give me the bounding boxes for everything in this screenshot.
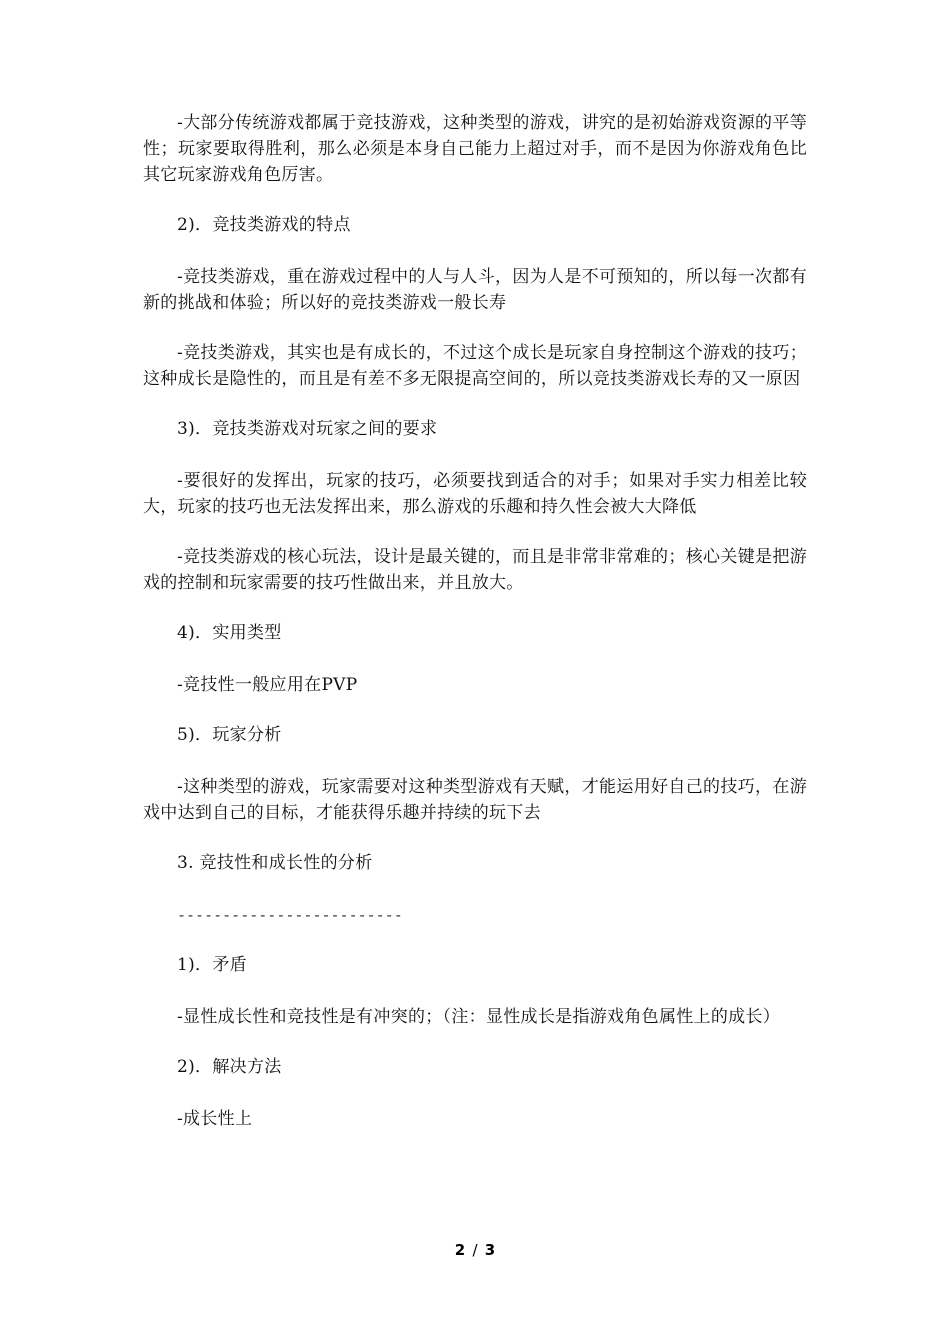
page-number (0, 1241, 950, 1259)
paragraph: -竞技类游戏，重在游戏过程中的人与人斗，因为人是不可预知的，所以每一次都有新的挑战和体验；所以好的竞技类游戏一般长寿 (143, 267, 807, 313)
section-heading: 2)．解决方法 (177, 1057, 282, 1077)
paragraph: -竞技类游戏，其实也是有成长的，不过这个成长是玩家自身控制这个游戏的技巧；这种成长是隐性的，而且是有差不多无限提高空间的，所以竞技类游戏长寿的又一原因 (143, 343, 807, 389)
dashed-separator: ------------------------- (177, 906, 403, 924)
section-heading: 5)．玩家分析 (177, 725, 282, 745)
section-heading: 3)．竞技类游戏对玩家之间的要求 (177, 419, 438, 439)
section-heading: 3. 竞技性和成长性的分析 (177, 853, 373, 873)
paragraph: -成长性上 (177, 1109, 253, 1129)
total-pages-number: 3 (484, 1241, 496, 1259)
paragraph: -显性成长性和竞技性是有冲突的；（注：显性成长是指游戏角色属性上的成长） (177, 1007, 781, 1027)
paragraph: -大部分传统游戏都属于竞技游戏，这种类型的游戏，讲究的是初始游戏资源的平等性；玩家要取得胜利，那么必须是本身自己能力上超过对手，而不是因为你游戏角色比其它玩家游戏角色厉害。 (143, 113, 807, 185)
current-page-number: 2 (454, 1241, 466, 1259)
page-number-separator: / (472, 1241, 478, 1259)
section-heading: 4)．实用类型 (177, 623, 282, 643)
section-heading: 2)．竞技类游戏的特点 (177, 215, 351, 235)
document-body (143, 110, 807, 1156)
paragraph: -这种类型的游戏，玩家需要对这种类型游戏有天赋，才能运用好自己的技巧，在游戏中达到自己的目标，才能获得乐趣并持续的玩下去 (143, 777, 807, 823)
paragraph: -竞技类游戏的核心玩法，设计是最关键的，而且是非常非常难的；核心关键是把游戏的控制和玩家需要的技巧性做出来，并且放大。 (143, 547, 807, 593)
section-heading: 1)．矛盾 (177, 955, 247, 975)
paragraph: -要很好的发挥出，玩家的技巧，必须要找到适合的对手；如果对手实力相差比较大，玩家的技巧也无法发挥出来，那么游戏的乐趣和持久性会被大大降低 (143, 471, 807, 517)
paragraph: -竞技性一般应用在PVP (177, 675, 358, 695)
